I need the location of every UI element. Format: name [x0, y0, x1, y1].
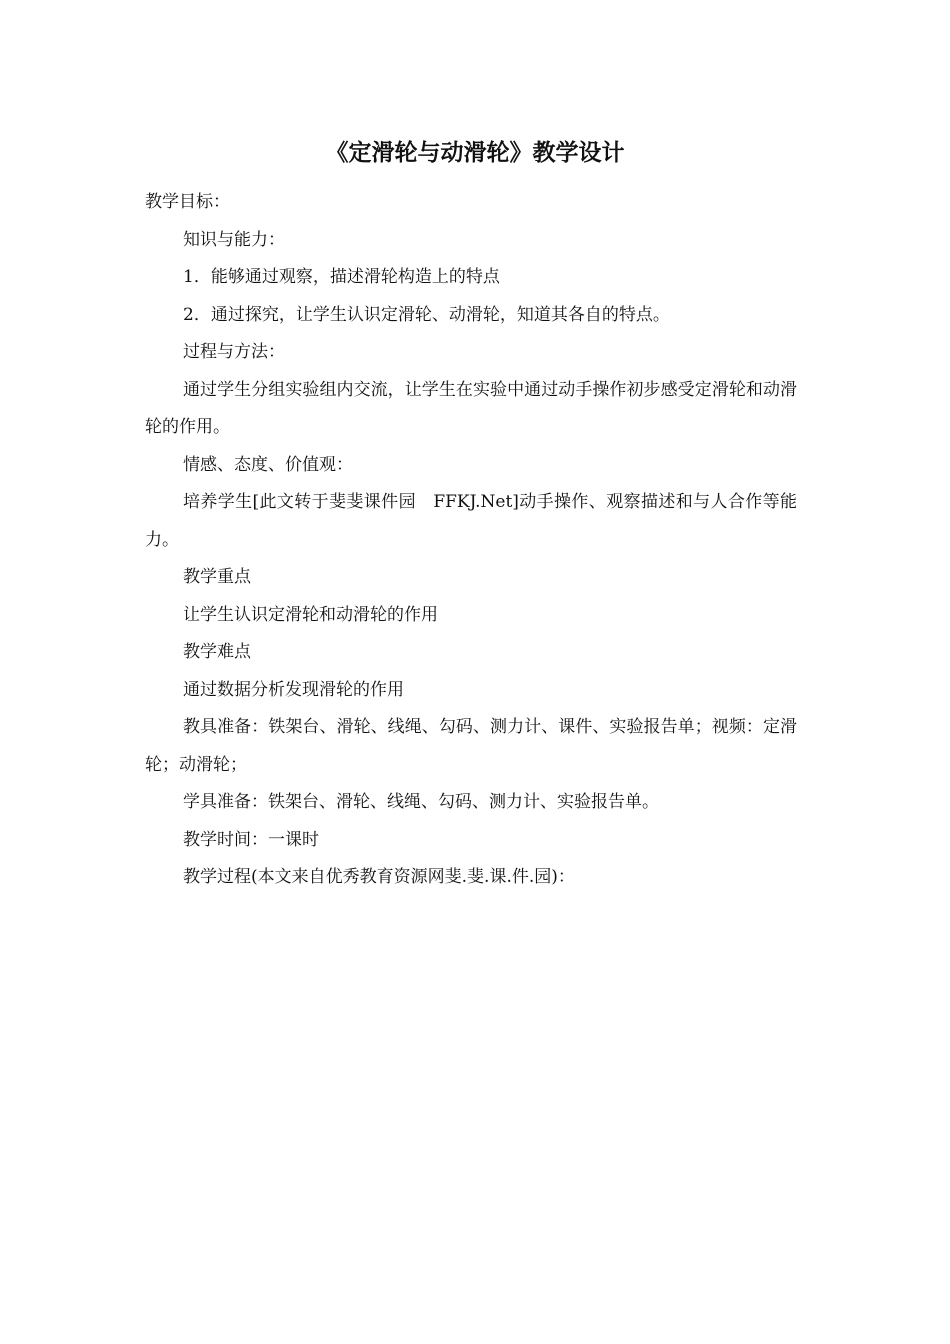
paragraph-difficulty: 通过数据分析发现滑轮的作用 — [183, 679, 404, 700]
paragraph-emotion-detail: 培养学生[此文转于斐斐课件园 FFKJ.Net]动手操作、观察描述和与人合作等能力。 — [145, 492, 797, 550]
paragraph-teaching-goals: 教学目标： — [145, 192, 230, 212]
paragraph-goal-2: 2．通过探究，让学生认识定滑轮、动滑轮，知道其各自的特点。 — [183, 304, 670, 325]
paragraph-student-aids: 学具准备：铁架台、滑轮、线绳、勾码、测力计、实验报告单。 — [183, 792, 659, 812]
paragraph-difficulty-heading: 教学难点 — [183, 642, 251, 662]
paragraph-teaching-time: 教学时间：一课时 — [183, 829, 319, 850]
paragraph-process-method: 过程与方法： — [183, 342, 285, 362]
paragraph-teaching-process: 教学过程(本文来自优秀教育资源网斐.斐.课.件.园)： — [183, 867, 575, 887]
paragraph-key-point: 让学生认识定滑轮和动滑轮的作用 — [183, 604, 438, 625]
paragraph-goal-1: 1．能够通过观察，描述滑轮构造上的特点 — [183, 267, 500, 287]
paragraph-emotion-attitude: 情感、态度、价值观： — [183, 454, 353, 475]
document-title: 《定滑轮与动滑轮》教学设计 — [325, 140, 625, 166]
document-body — [145, 184, 797, 897]
paragraph-key-point-heading: 教学重点 — [183, 567, 251, 587]
paragraph-process-detail: 通过学生分组实验组内交流，让学生在实验中通过动手操作初步感受定滑轮和动滑轮的作用。 — [145, 379, 797, 437]
paragraph-teaching-aids: 教具准备：铁架台、滑轮、线绳、勾码、测力计、课件、实验报告单；视频：定滑轮；动滑轮； — [145, 717, 797, 775]
paragraph-knowledge-ability: 知识与能力： — [183, 229, 285, 250]
